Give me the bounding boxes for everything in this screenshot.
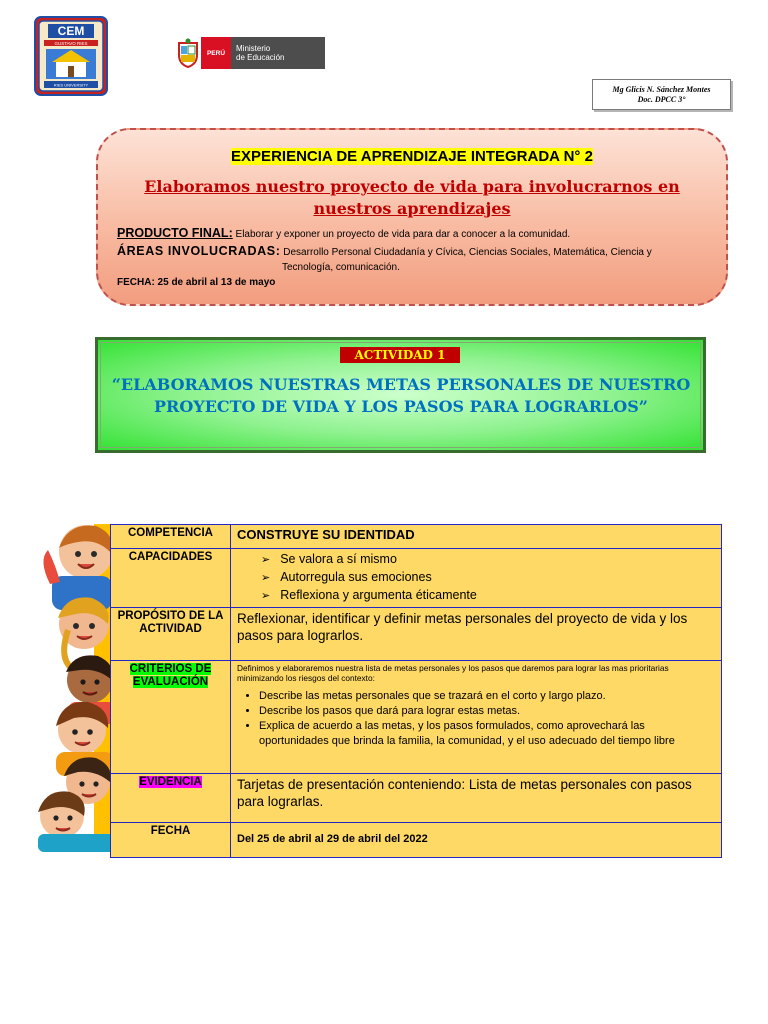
ministry-name-line2: de Educación [236,53,285,62]
school-logo-motto: RIES UNIVERSITY [53,82,89,88]
list-item: ➢ Se valora a sí mismo [261,551,715,569]
competencia-label: COMPETENCIA [111,525,231,549]
table-row-evidencia [111,774,722,823]
activity-label: ACTIVIDAD 1 [340,347,460,363]
capacidades-list [237,551,715,605]
experience-title [110,176,714,220]
final-product-text: Elaborar y exponer un proyecto de vida para dar a conocer a la comunidad. [232,229,571,240]
coat-of-arms-icon [175,37,201,69]
school-logo-name: GUSTAVO RIES [54,41,88,46]
ministry-logo [175,37,325,69]
teacher-name: Mg Glicis N. Sánchez Montes [612,84,711,94]
school-logo [34,16,108,96]
school-logo-initials: CEM [57,24,85,38]
table-row-fecha [111,823,722,858]
evidencia-value: Tarjetas de presentación conteniendo: Lista de metas personales con pasos para lograrlas. [231,774,722,823]
areas-text-continued: Tecnología, comunicación. [282,262,400,273]
list-item: ➢ Reflexiona y argumenta éticamente [261,587,715,605]
capacidades-cell [231,549,722,608]
fecha-label: FECHA [111,823,231,858]
areas-text: Desarrollo Personal Ciudadanía y Cívica, Ciencias Sociales, Matemática, Ciencia y [280,247,652,258]
experience-title-text: Elaboramos nuestro proyecto de vida para involucrarnos en nuestros aprendizajes [144,177,680,218]
capacidades-label: CAPACIDADES [111,549,231,608]
ministry-name-line1: Ministerio [236,44,271,53]
teacher-role: Doc. DPCC 3° [637,94,686,104]
children-illustration [28,520,118,852]
proposito-value: Reflexionar, identificar y definir metas personales del proyecto de vida y los pasos para lograrlos. [231,608,722,661]
fecha-value: Del 25 de abril al 29 de abril del 2022 [231,823,722,858]
areas-label: ÁREAS INVOLUCRADAS: [117,244,281,258]
table-row-capacidades [111,549,722,608]
experience-heading [96,148,728,165]
proposito-label: PROPÓSITO DE LA ACTIVIDAD [111,608,231,661]
list-item: • Describe las metas personales que se trazará en el corto y largo plazo. [259,689,715,704]
teacher-signature-box [592,79,731,110]
evidencia-label-cell [111,774,231,823]
table-row-criterios [111,661,722,774]
list-item: • Describe los pasos que dará para lograr estas metas. [259,704,715,719]
activity-info-table [110,524,722,858]
criterios-label-cell [111,661,231,774]
ministry-country: PERÚ [201,37,231,69]
experience-heading-text: EXPERIENCIA DE APRENDIZAJE INTEGRADA N° 2 [231,148,593,165]
competencia-value: CONSTRUYE SU IDENTIDAD [231,525,722,549]
table-row-competencia [111,525,722,549]
list-item: • Explica de acuerdo a las metas, y los pasos formulados, como aprovechará las oportunidades que brinda la familia, la comunidad, y el uso adecuado del tiempo libre [259,719,715,749]
criterios-intro: Definimos y elaboraremos nuestra lista de metas personales y los pasos que daremos para lograr las mas prioritarias minimizando los riesgos del contexto: [237,663,669,683]
criterios-cell [231,661,722,774]
ministry-name [231,37,325,69]
final-product-line [117,227,570,241]
criterios-list [237,689,715,749]
criterios-label: CRITERIOS DE EVALUACIÓN [129,663,212,688]
areas-line [117,245,707,259]
list-item: ➢ Autorregula sus emociones [261,569,715,587]
final-product-label: PRODUCTO FINAL: [117,226,233,240]
evidencia-label: EVIDENCIA [139,776,202,788]
activity-title: “ELABORAMOS NUESTRAS METAS PERSONALES DE NUESTRO PROYECTO DE VIDA Y LOS PASOS PARA LOGRARLOS” [111,375,691,416]
table-row-proposito [111,608,722,661]
experience-date: FECHA: 25 de abril al 13 de mayo [117,277,276,288]
